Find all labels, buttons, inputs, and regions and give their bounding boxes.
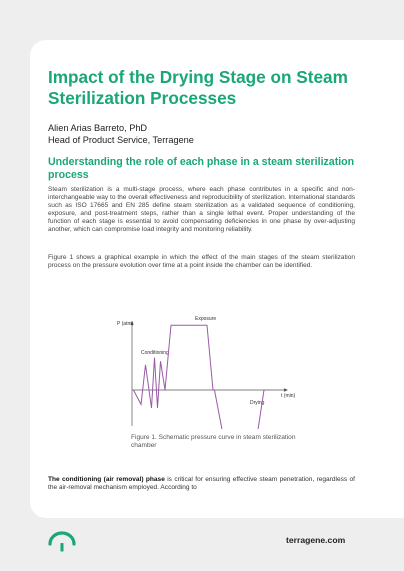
paragraph xyxy=(48,476,355,492)
y-axis-label: P (atm) xyxy=(117,321,134,327)
author-role: Head of Product Service, Terragene xyxy=(48,134,194,145)
x-axis-label: t (min) xyxy=(281,393,296,399)
paragraph: Steam sterilization is a multi-stage process, where each phase contributes in a specific and non-interchangeable way to the overall effectiveness and reproducibility of sterilization. International standards such as ISO 17665 and EN 285 define steam sterilization as a validated sequence of conditioning, exposure, and post-treatment steps, rather than a single lethal event. Proper understanding of the function of each stage is essential to avoid compensating deficiencies in one phase by over-adjusting another, which can compromise load integrity and monitoring reliability. xyxy=(48,186,355,234)
annotation-conditioning: Conditioning xyxy=(141,350,169,356)
figure-caption: Figure 1. Schematic pressure curve in steam sterilization chamber xyxy=(131,434,296,450)
terragene-logo xyxy=(47,530,77,552)
bold-lead: The conditioning (air removal) phase xyxy=(48,476,165,483)
pressure-curve-chart xyxy=(110,314,310,429)
website-link[interactable]: terragene.com xyxy=(286,535,346,545)
document-title: Impact of the Drying Stage on Steam Sterilization Processes xyxy=(48,67,348,108)
pressure-series-line xyxy=(132,325,270,429)
paragraph: Figure 1 shows a graphical example in which the effect of the main stages of the steam sterilization process on the pressure evolution over time at a point inside the chamber can be identified. xyxy=(48,254,355,270)
paragraph-text: is critical for ensuring effective steam penetration, regardless of the air-removal mechanism employed. According to xyxy=(48,476,355,492)
annotation-exposure: Exposure xyxy=(195,316,217,322)
section-heading: Understanding the role of each phase in a steam sterilization process xyxy=(48,156,355,181)
annotation-drying: Drying xyxy=(250,400,265,406)
x-axis-arrow xyxy=(284,388,288,391)
author-name: Alien Arias Barreto, PhD xyxy=(48,123,148,133)
author-block xyxy=(48,123,378,146)
